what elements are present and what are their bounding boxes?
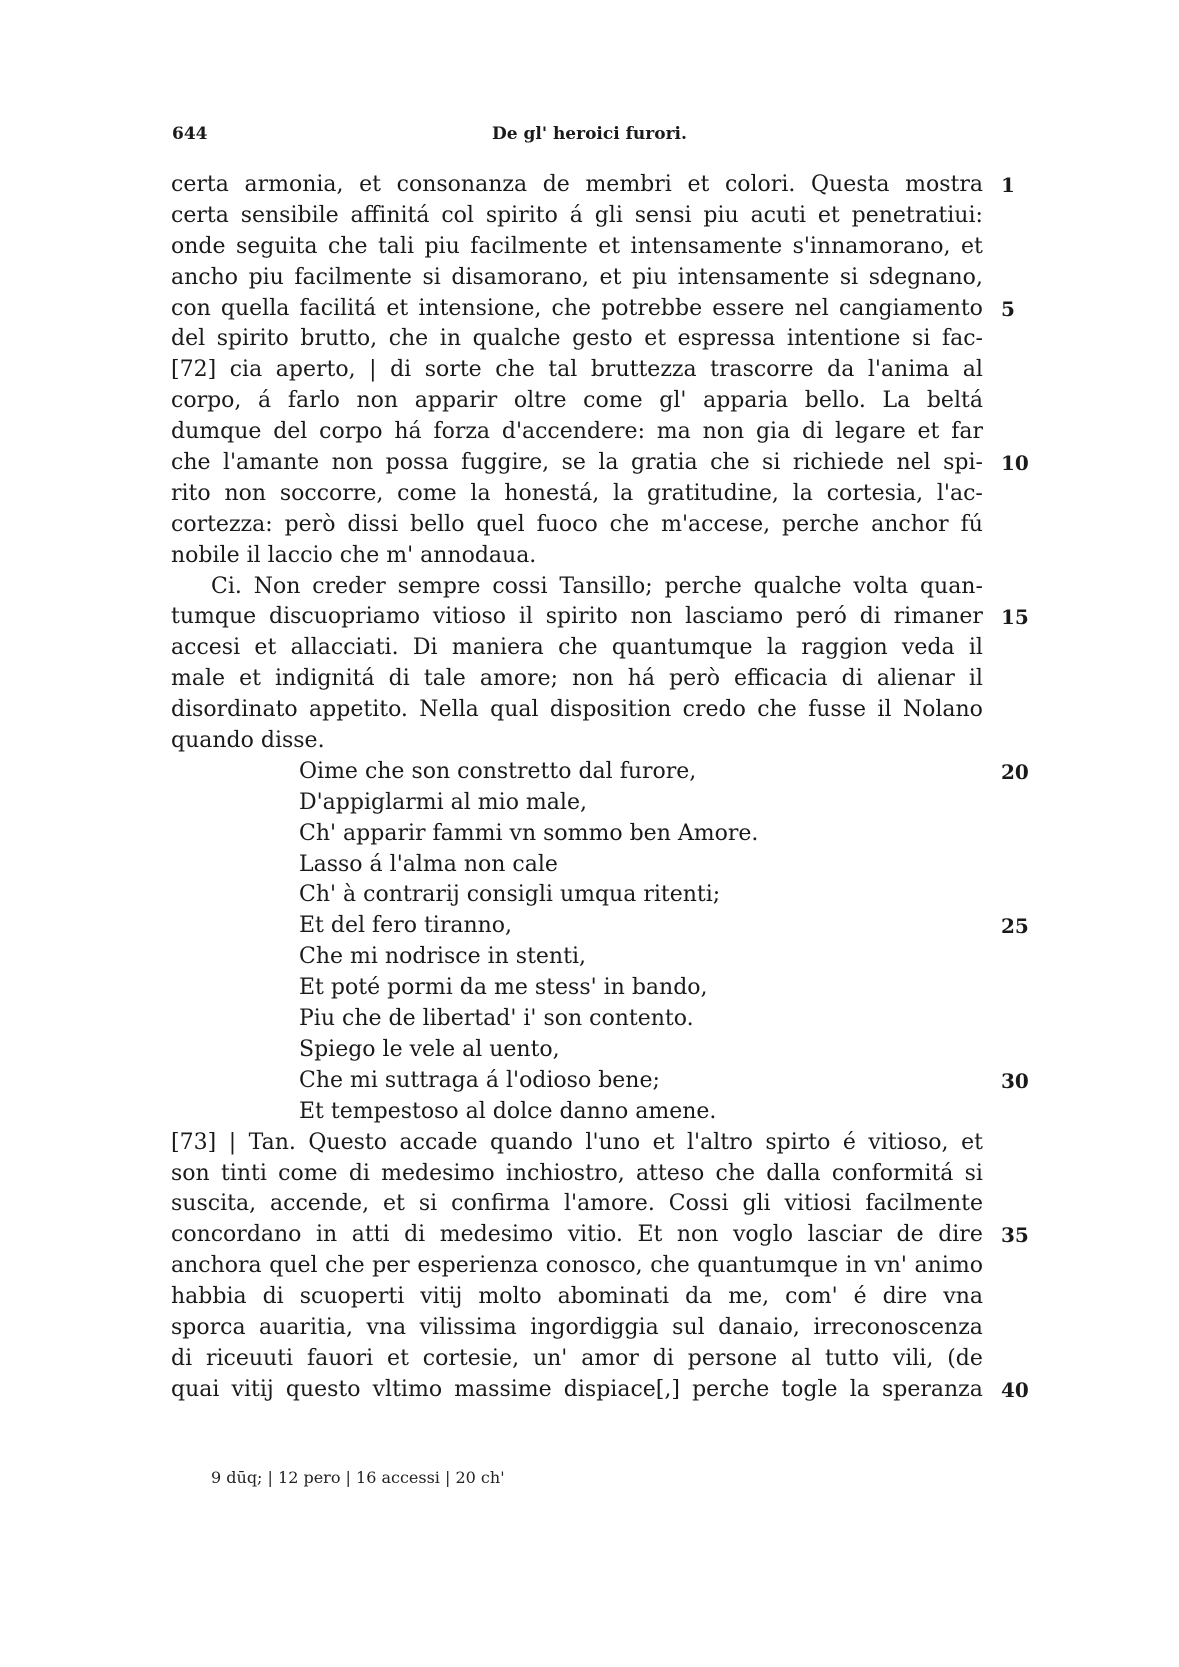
running-title: De gl' heroici furori.: [492, 124, 687, 144]
text-line: [171, 170, 1015, 201]
text-line: [171, 448, 1029, 479]
verse-line: [171, 880, 983, 911]
line-text: di riceuuti fauori et cortesie, un' amor di persone al tutto vili, (de: [171, 1345, 983, 1371]
line-number: 10: [1001, 451, 1029, 476]
text-line: [171, 386, 983, 417]
line-text: Ch' à contrarij consigli umqua ritenti;: [299, 882, 721, 908]
line-number: 40: [1001, 1377, 1029, 1402]
verse-line: [171, 1097, 983, 1128]
line-text: che l'amante non possa fuggire, se la gratia che si richiede nel spi-: [171, 450, 983, 476]
text-line: [171, 726, 983, 757]
text-line: [171, 1344, 983, 1375]
line-number: 5: [1001, 296, 1015, 321]
line-text: disordinato appetito. Nella qual disposition credo che fusse il Nolano: [171, 697, 983, 723]
line-text: quai vitij questo vltimo massime dispiace[,] perche togle la speranza: [171, 1376, 983, 1402]
verse-line: [171, 911, 1029, 942]
line-text: concordano in atti di medesimo vitio. Et non voglo lasciar de dire: [171, 1222, 983, 1248]
line-text: son tinti come di medesimo inchiostro, atteso che dalla conformitá si: [171, 1160, 983, 1186]
text-line: [171, 1282, 983, 1313]
line-number: 30: [1001, 1068, 1029, 1093]
line-number: 35: [1001, 1223, 1029, 1248]
line-number: 15: [1001, 605, 1029, 630]
text-line: [171, 263, 983, 294]
text-line: [171, 541, 983, 572]
line-text: Et poté pormi da me stess' in bando,: [299, 975, 708, 1001]
text-line: [171, 294, 1015, 325]
line-text: suscita, accende, et si confirma l'amore. Cossi gli vitiosi facilmente: [171, 1191, 983, 1217]
verse-line: [171, 788, 983, 819]
line-text: D'appiglarmi al mio male,: [299, 789, 587, 815]
text-line: [171, 1251, 983, 1282]
text-line: [171, 201, 983, 232]
text-line: [171, 1128, 983, 1159]
line-text: [73] | Tan. Questo accade quando l'uno et l'altro spirto é vitioso, et: [171, 1129, 983, 1155]
text-line: [171, 602, 1029, 633]
text-line: [171, 1220, 1029, 1251]
verse-line: [171, 819, 983, 850]
text-line: [171, 695, 983, 726]
line-text: tumque discuopriamo vitioso il spirito non lasciamo peró di rimaner: [171, 604, 983, 630]
line-number: 25: [1001, 914, 1029, 939]
line-text: Che mi suttraga á l'odioso bene;: [299, 1067, 660, 1093]
text-line: [171, 479, 983, 510]
text-line: [171, 417, 983, 448]
verse-line: [171, 973, 983, 1004]
line-text: rito non soccorre, come la honestá, la gratitudine, la cortesia, l'ac-: [171, 480, 983, 506]
line-text: nobile il laccio che m' annodaua.: [171, 542, 537, 568]
line-text: certa sensibile affinitá col spirito á gli sensi piu acuti et penetratiui:: [171, 202, 983, 228]
line-text: onde seguita che tali piu facilmente et intensamente s'innamorano, et: [171, 233, 983, 259]
line-text: male et indignitá di tale amore; non há però efficacia di alienar il: [171, 666, 983, 692]
line-text: Ch' apparir fammi vn sommo ben Amore.: [299, 820, 759, 846]
line-text: Lasso á l'alma non cale: [299, 851, 558, 877]
text-line: [171, 572, 983, 603]
verse-line: [171, 1004, 983, 1035]
text-line: [171, 355, 983, 386]
verse-line: [171, 942, 983, 973]
text-line: [171, 510, 983, 541]
line-text: accesi et allacciati. Di maniera che quantumque la raggion veda il: [171, 635, 983, 661]
verse-line: [171, 1035, 983, 1066]
line-text: ancho piu facilmente si disamorano, et piu intensamente si sdegnano,: [171, 264, 983, 290]
text-line: [171, 633, 983, 664]
line-text: quando disse.: [171, 728, 325, 754]
text-line: [171, 1189, 983, 1220]
text-line: [171, 1159, 983, 1190]
line-text: sporca auaritia, vna vilissima ingordiggia sul danaio, irreconoscenza: [171, 1314, 983, 1340]
verse-line: [171, 757, 1029, 788]
line-text: cortezza: però dissi bello quel fuoco che m'accese, perche anchor fú: [171, 511, 983, 537]
text-line: [171, 1375, 1029, 1406]
line-text: del spirito brutto, che in qualche gesto et espressa intentione si fac-: [171, 326, 983, 352]
text-line: [171, 324, 983, 355]
page-body: [171, 170, 1029, 1406]
line-text: Et tempestoso al dolce danno amene.: [299, 1098, 717, 1124]
text-line: [171, 1313, 983, 1344]
line-text: Oime che son constretto dal furore,: [299, 758, 697, 784]
line-text: Ci. Non creder sempre cossi Tansillo; perche qualche volta quan-: [211, 573, 983, 599]
line-number: 1: [1001, 173, 1015, 197]
line-text: Che mi nodrisce in stenti,: [299, 944, 586, 970]
footnote-apparatus: 9 dūq; | 12 pero | 16 accessi | 20 ch': [211, 1468, 505, 1487]
line-text: Et del fero tiranno,: [299, 913, 513, 939]
line-text: con quella facilitá et intensione, che potrebbe essere nel cangiamento: [171, 295, 983, 321]
verse-line: [171, 1066, 1029, 1097]
line-text: anchora quel che per esperienza conosco, che quantumque in vn' animo: [171, 1253, 983, 1279]
line-text: habbia di scuoperti vitij molto abominati da me, com' é dire vna: [171, 1284, 983, 1310]
line-text: certa armonia, et consonanza de membri et colori. Questa mostra: [171, 172, 983, 197]
text-line: [171, 232, 983, 263]
line-text: Piu che de libertad' i' son contento.: [299, 1006, 694, 1032]
text-line: [171, 664, 983, 695]
line-text: [72] cia aperto, | di sorte che tal bruttezza trascorre da l'anima al: [171, 357, 983, 383]
line-text: dumque del corpo há forza d'accendere: ma non gia di legare et far: [171, 419, 983, 445]
verse-line: [171, 850, 983, 881]
page-number: 644: [172, 124, 208, 144]
line-text: corpo, á farlo non apparir oltre come gl' apparia bello. La beltá: [171, 388, 983, 414]
line-number: 20: [1001, 759, 1029, 784]
line-text: Spiego le vele al uento,: [299, 1036, 560, 1062]
